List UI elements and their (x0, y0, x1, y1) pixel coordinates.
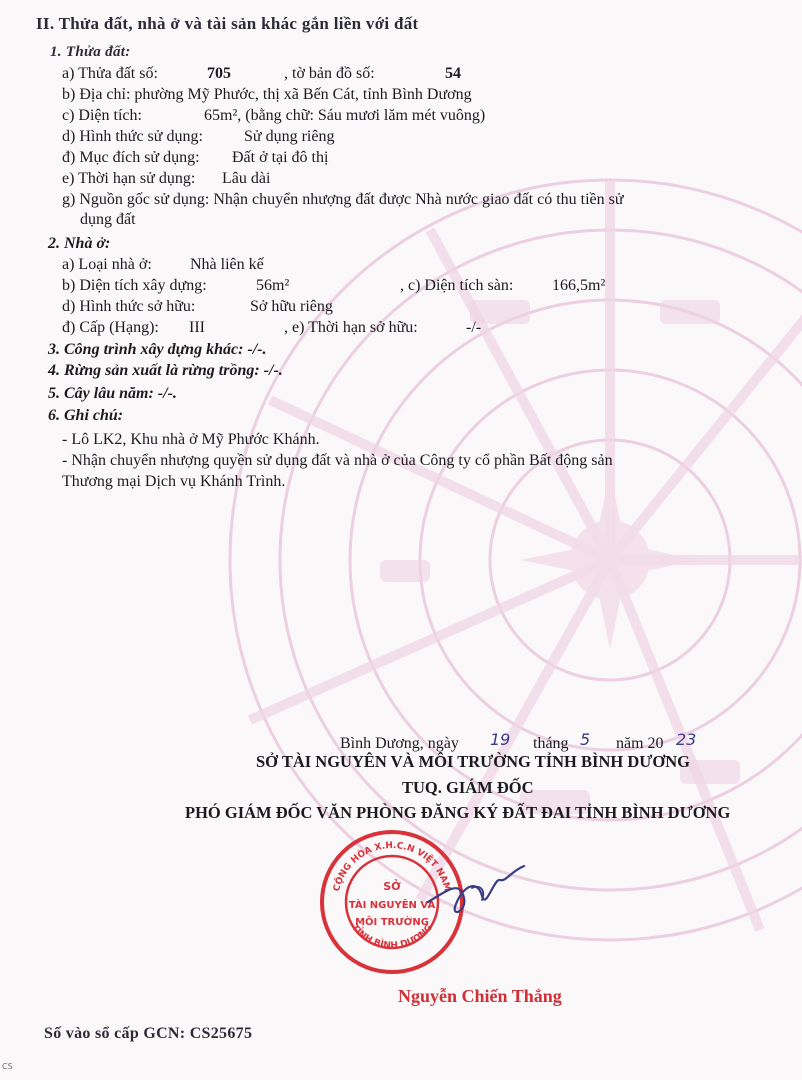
date-prefix: Bình Dương, ngày (340, 735, 459, 752)
lot-number-value: 705 (207, 65, 231, 82)
build-area-value: 56m² (256, 277, 290, 294)
floor-area-label: , c) Diện tích sàn: (400, 277, 514, 294)
note-2-line-2: Thương mại Dịch vụ Khánh Trình. (62, 473, 286, 490)
other-construction: 3. Công trình xây dựng khác: -/-. (48, 341, 267, 358)
seal-ring-top: CỘNG HÒA X.H.C.N VIỆT NAM (332, 840, 452, 893)
purpose-value: Đất ở tại đô thị (232, 149, 329, 166)
grade-value: III (189, 319, 205, 336)
ownership-term-value: -/- (466, 319, 482, 336)
date-month: 5 (580, 730, 591, 749)
address-line: b) Địa chỉ: phường Mỹ Phước, thị xã Bến Cát, tỉnh Bình Dương (62, 86, 472, 103)
signer-position: PHÓ GIÁM ĐỐC VĂN PHÒNG ĐĂNG KÝ ĐẤT ĐAI TỈNH BÌNH DƯƠNG (185, 803, 731, 822)
area-value: 65m², (bằng chữ: Sáu mươi lăm mét vuông) (204, 107, 486, 124)
date-year-label: năm 20 (616, 735, 664, 752)
use-form-value: Sử dụng riêng (244, 128, 335, 145)
notes-heading: 6. Ghi chú: (48, 407, 124, 424)
perennial-trees: 5. Cây lâu năm: -/-. (48, 385, 177, 402)
ownership-term-label: , e) Thời hạn sở hữu: (284, 319, 418, 336)
ownership-value: Sở hữu riêng (250, 298, 333, 315)
date-year-suffix: 23 (676, 730, 697, 749)
date-day: 19 (490, 730, 511, 749)
grade-label: đ) Cấp (Hạng): (62, 319, 159, 336)
term-label: e) Thời hạn sử dụng: (62, 170, 196, 187)
purpose-label: đ) Mục đích sử dụng: (62, 149, 200, 166)
origin-line-2: dụng đất (80, 211, 136, 228)
production-forest: 4. Rừng sản xuất là rừng trồng: -/-. (48, 362, 283, 379)
seal-center-line-3: MÔI TRƯỜNG (355, 917, 429, 928)
authorization-line: TUQ. GIÁM ĐỐC (402, 778, 534, 797)
seal-center-line-2: TÀI NGUYÊN VÀ (348, 900, 436, 911)
section-heading: II. Thửa đất, nhà ở và tài sản khác gắn liền với đất (36, 14, 419, 33)
lot-number-label: a) Thửa đất số: (62, 65, 158, 82)
land-subheading: 1. Thửa đất: (50, 44, 131, 60)
house-type-label: a) Loại nhà ở: (62, 256, 152, 273)
seal-ring-bottom: TỈNH BÌNH DƯƠNG (349, 922, 435, 952)
floor-area-value: 166,5m² (552, 277, 606, 294)
map-sheet-label: , tờ bản đồ số: (284, 65, 375, 82)
area-label: c) Diện tích: (62, 107, 142, 124)
use-form-label: d) Hình thức sử dụng: (62, 128, 203, 145)
scanner-watermark: CS (2, 1062, 13, 1071)
term-value: Lâu dài (222, 170, 271, 187)
handwritten-signature (420, 850, 530, 940)
house-heading: 2. Nhà ở: (48, 235, 111, 252)
ownership-label: d) Hình thức sở hữu: (62, 298, 196, 315)
origin-line-1: g) Nguồn gốc sử dụng: Nhận chuyển nhượng đất được Nhà nước giao đất có thu tiền sử (62, 191, 624, 208)
issuing-department: SỞ TÀI NGUYÊN VÀ MÔI TRƯỜNG TỈNH BÌNH DƯƠNG (256, 752, 690, 771)
map-sheet-value: 54 (445, 65, 461, 82)
certificate-entry-number: Số vào sổ cấp GCN: CS25675 (44, 1025, 253, 1042)
note-1: - Lô LK2, Khu nhà ở Mỹ Phước Khánh. (62, 431, 320, 448)
signer-name: Nguyễn Chiến Thắng (398, 986, 562, 1006)
note-2-line-1: - Nhận chuyển nhượng quyền sử dụng đất và nhà ở của Công ty cổ phần Bất động sản (62, 452, 613, 469)
date-month-label: tháng (533, 735, 569, 752)
build-area-label: b) Diện tích xây dựng: (62, 277, 207, 294)
house-type-value: Nhà liên kế (190, 256, 264, 273)
seal-center-line-1: SỞ (383, 880, 401, 893)
